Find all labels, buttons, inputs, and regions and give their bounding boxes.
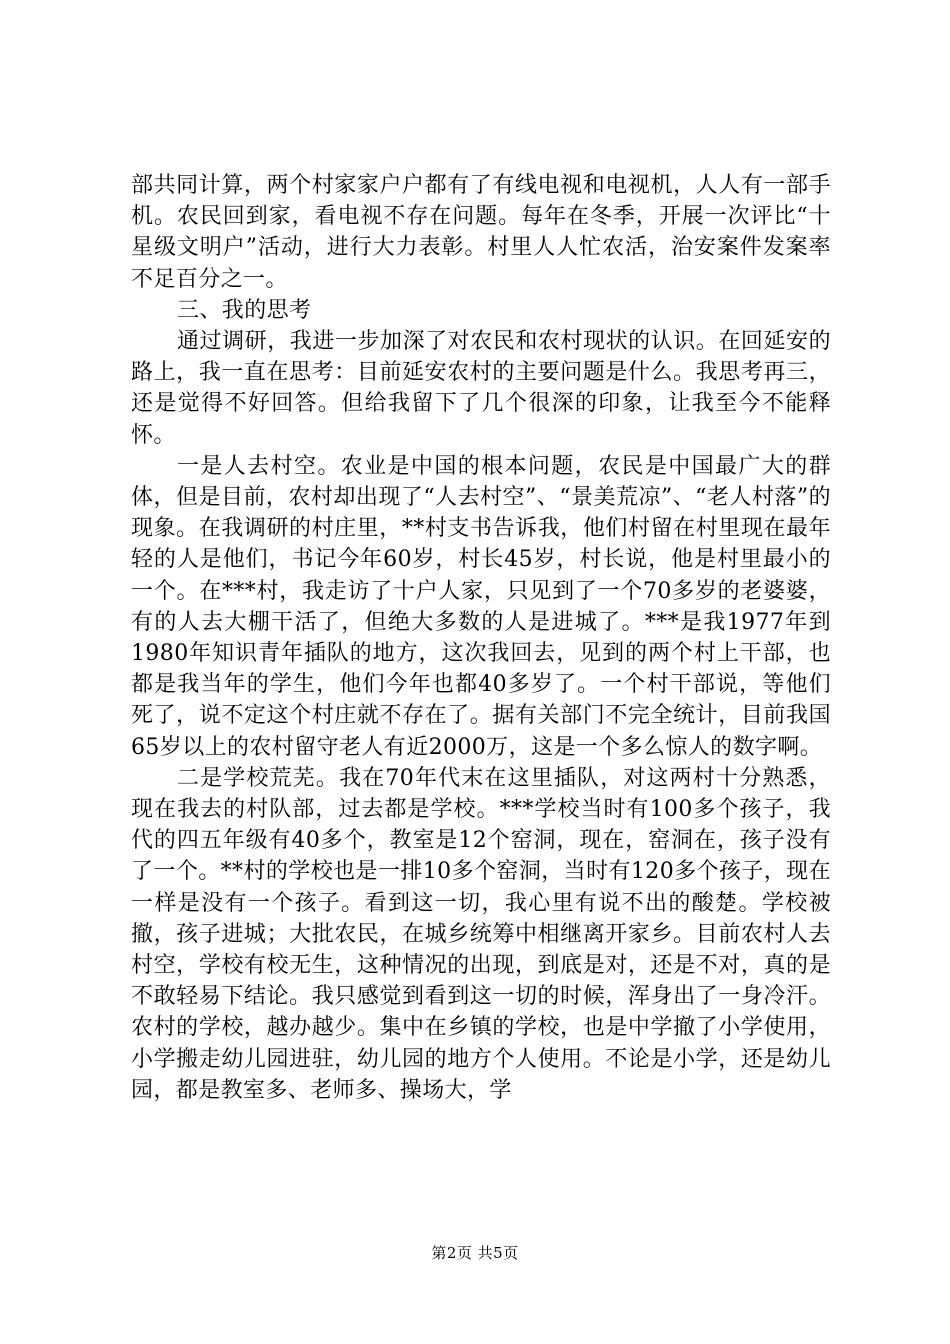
paragraph-empty-villages: 一是人去村空。农业是中国的根本问题，农民是中国最广大的群体，但是目前，农村却出现了“人去村空”、“景美荒凉”、“老人村落”的现象。在我调研的村庄里，**村支书告诉我，他们村留在村里现在最年轻的人是他们，书记今年60岁，村长45岁，村长说，他是村里最小的一个。在***村，我走访了十户人家，只见到了一个70多岁的老婆婆，有的人去大棚干活了，但绝大多数的人是进城了。***是我1977年到1980年知识青年插队的地方，这次我回去，见到的两个村上干部，也都是我当年的学生，他们今年也都40多岁了。一个村干部说，等他们死了，说不定这个村庄就不存在了。据有关部门不完全统计，目前我国65岁以上的农村留守老人有近2000万，这是一个多么惊人的数字啊。 (131, 453, 831, 760)
paragraph-research-reflection: 通过调研，我进一步加深了对农民和农村现状的认识。在回延安的路上，我一直在思考：目前延安农村的主要问题是什么。我思考再三，还是觉得不好回答。但给我留下了几个很深的印象，让我至今不能释怀。 (131, 329, 831, 448)
section-heading-my-thoughts: 三、我的思考 (177, 297, 312, 323)
page-number-footer: 第2页 共5页 (431, 1244, 519, 1262)
document-body (131, 170, 831, 1106)
paragraph-continuation: 部共同计算，两个村家家户户都有了有线电视和电视机，人人有一部手机。农民回到家，看电视不存在问题。每年在冬季，开展一次评比“十星级文明户”活动，进行大力表彰。村里人人忙农活，治安案件发案率不足百分之一。 (131, 173, 831, 292)
paragraph-deserted-schools: 二是学校荒芜。我在70年代末在这里插队，对这两村十分熟悉，现在我去的村队部，过去都是学校。***学校当时有100多个孩子，我代的四五年级有40多个，教室是12个窑洞，现在，窑洞在，孩子没有了一个。**村的学校也是一排10多个窑洞，当时有120多个孩子，现在一样是没有一个孩子。看到这一切，我心里有说不出的酸楚。学校被撤，孩子进城；大批农民，在城乡统筹中相继离开家乡。目前农村人去村空，学校有校无生，这种情况的出现，到底是对，还是不对，真的是不敢轻易下结论。我只感觉到看到这一切的时候，浑身出了一身冷汗。农村的学校，越办越少。集中在乡镇的学校，也是中学撤了小学使用，小学搬走幼儿园进驻，幼儿园的地方个人使用。不论是小学，还是幼儿园，都是教室多、老师多、操场大，学 (131, 765, 831, 1103)
